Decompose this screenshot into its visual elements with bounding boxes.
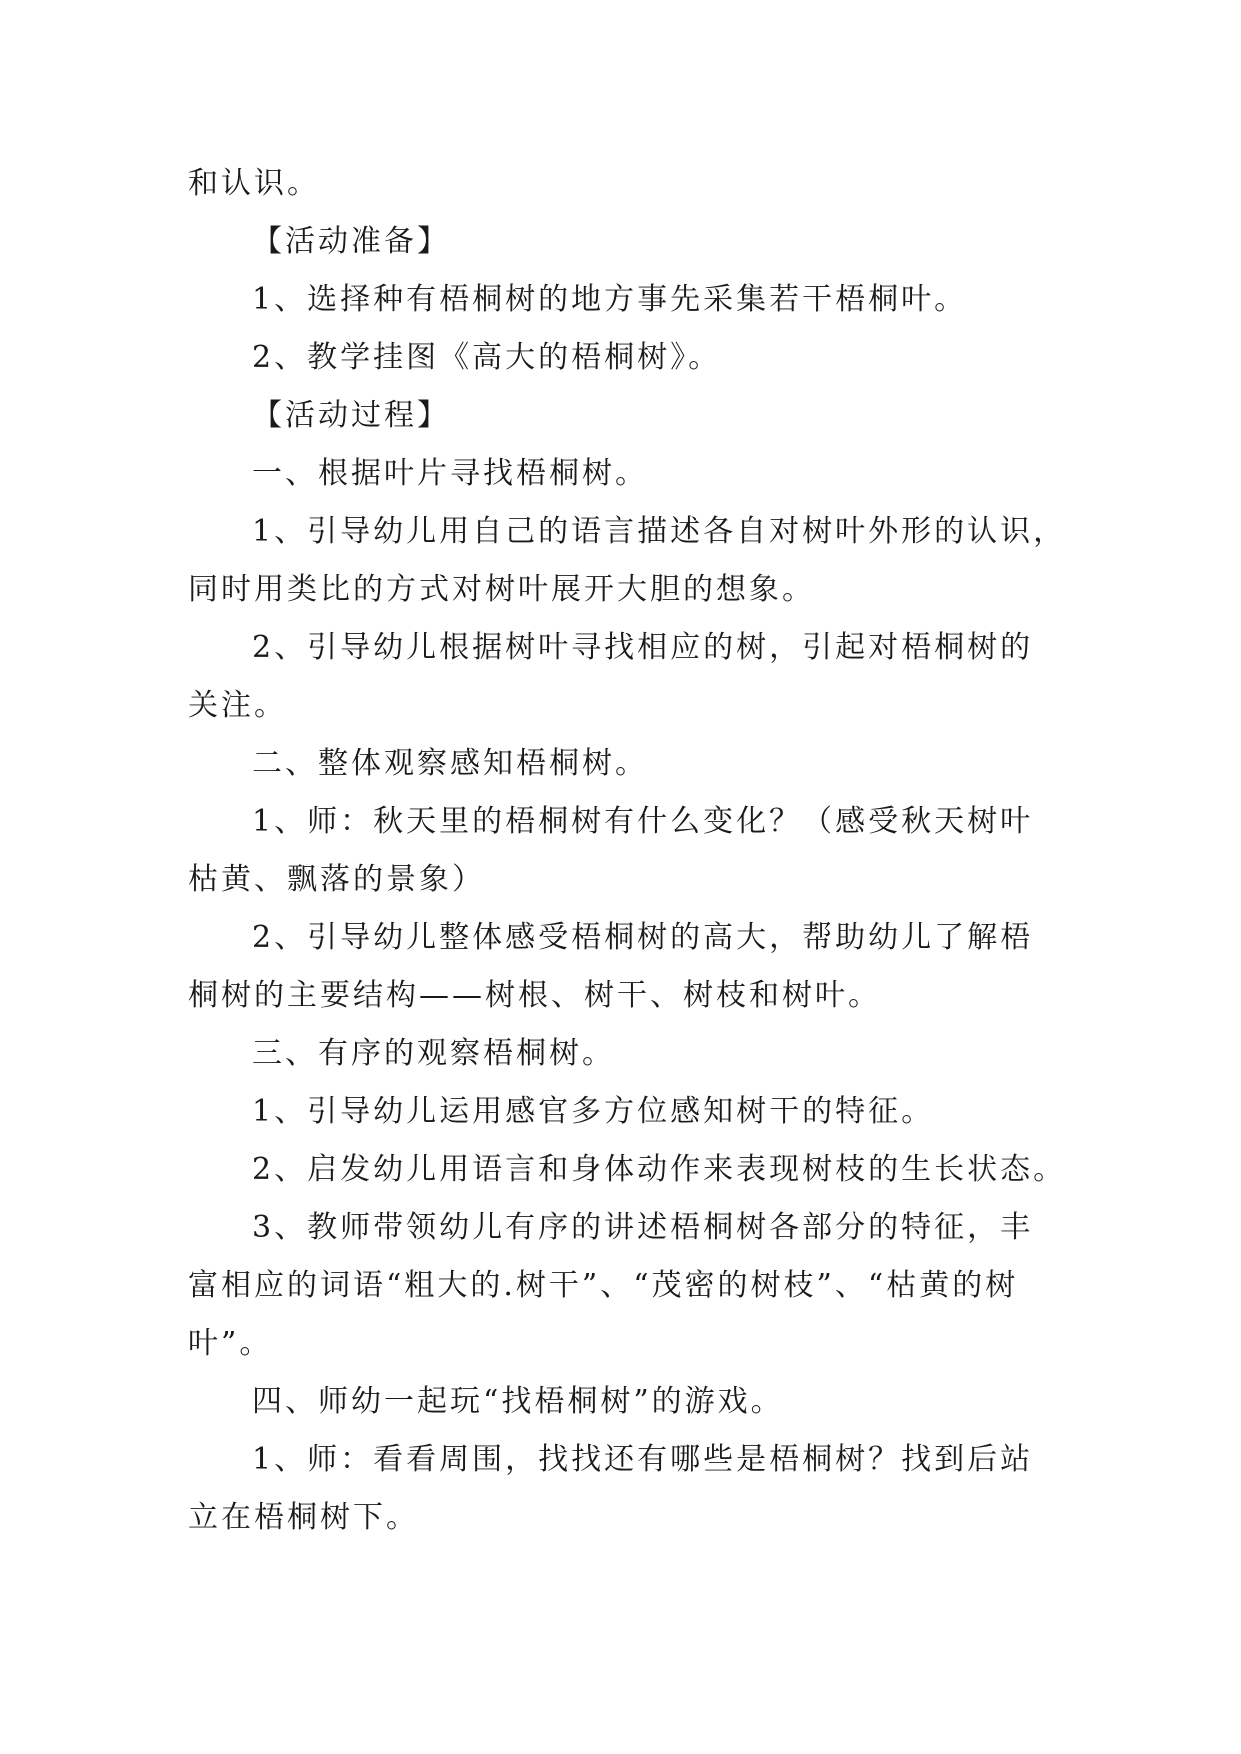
text-line: 1、师：看看周围，找找还有哪些是梧桐树？找到后站 (252, 1442, 1034, 1477)
subsection-heading: 四、师幼一起玩“找梧桐树”的游戏。 (252, 1384, 784, 1419)
text-line: 1、引导幼儿运用感官多方位感知树干的特征。 (252, 1094, 935, 1129)
text-line: 同时用类比的方式对树叶展开大胆的想象。 (188, 572, 815, 607)
text-line: 叶”。 (188, 1326, 273, 1361)
text-line: 1、引导幼儿用自己的语言描述各自对树叶外形的认识， (252, 514, 1067, 549)
section-heading: 【活动准备】 (252, 224, 450, 259)
text-line: 桐树的主要结构——树根、树干、树枝和树叶。 (188, 978, 881, 1013)
text-line: 3、教师带领幼儿有序的讲述梧桐树各部分的特征，丰 (252, 1210, 1034, 1245)
text-line: 立在梧桐树下。 (188, 1500, 419, 1535)
subsection-heading: 三、有序的观察梧桐树。 (252, 1036, 615, 1071)
text-line: 枯黄、飘落的景象） (188, 862, 485, 897)
text-line: 富相应的词语“粗大的.树干”、“茂密的树枝”、“枯黄的树 (188, 1268, 1019, 1303)
text-line: 关注。 (188, 688, 287, 723)
text-line: 2、引导幼儿整体感受梧桐树的高大，帮助幼儿了解梧 (252, 920, 1034, 955)
text-line: 1、选择种有梧桐树的地方事先采集若干梧桐叶。 (252, 282, 968, 317)
text-line: 和认识。 (188, 166, 320, 201)
subsection-heading: 二、整体观察感知梧桐树。 (252, 746, 648, 781)
section-heading: 【活动过程】 (252, 398, 450, 433)
text-line: 1、师：秋天里的梧桐树有什么变化？（感受秋天树叶 (252, 804, 1034, 839)
text-line: 2、引导幼儿根据树叶寻找相应的树，引起对梧桐树的 (252, 630, 1034, 665)
document-body (188, 155, 1067, 1547)
text-line: 2、教学挂图《高大的梧桐树》。 (252, 340, 722, 375)
text-line: 2、启发幼儿用语言和身体动作来表现树枝的生长状态。 (252, 1152, 1067, 1187)
subsection-heading: 一、根据叶片寻找梧桐树。 (252, 456, 648, 491)
